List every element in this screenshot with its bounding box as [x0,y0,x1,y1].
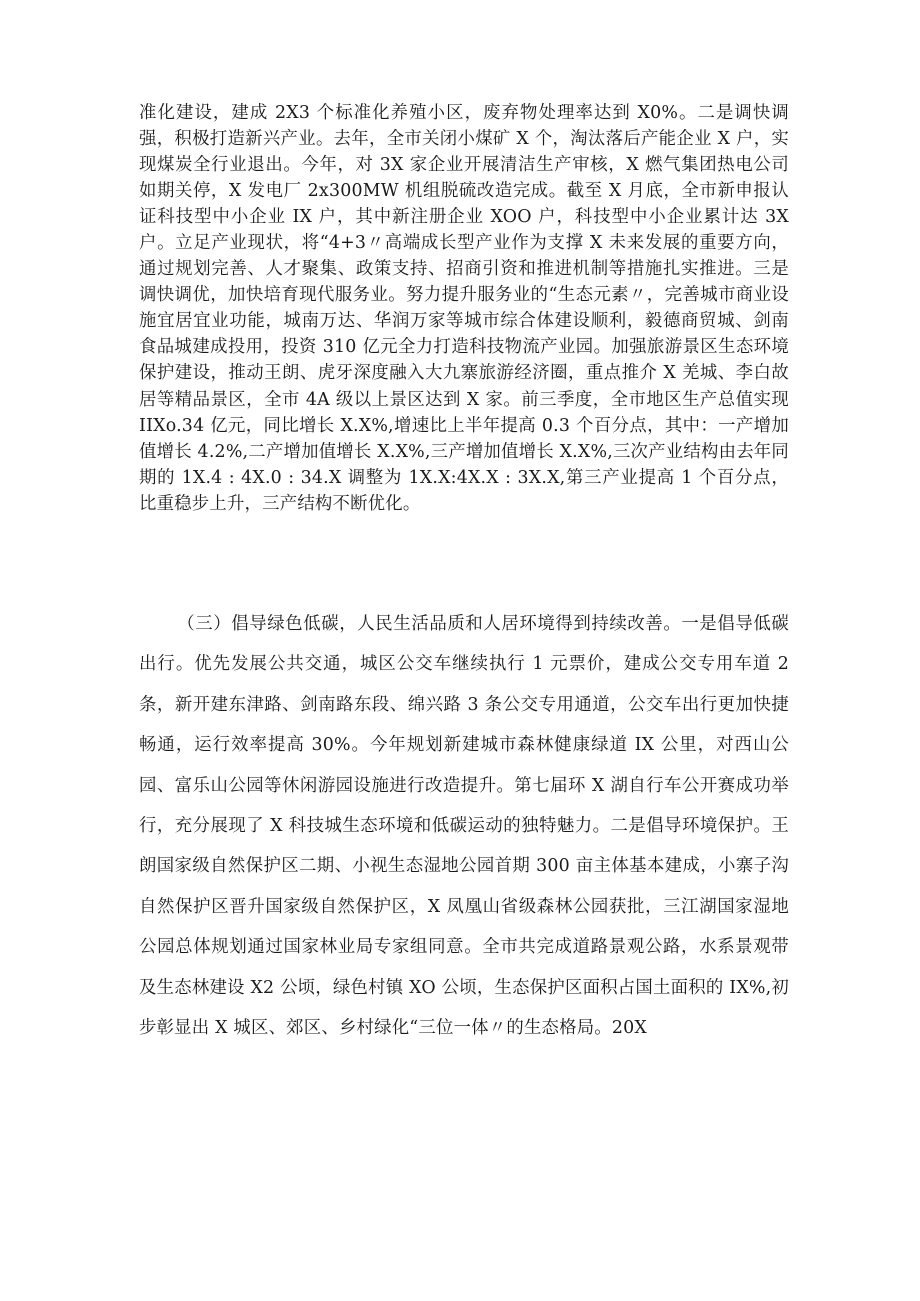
body-paragraph-economy: 准化建设，建成 2X3 个标准化养殖小区，废弃物处理率达到 X0%。二是调快调强，积极打造新兴产业。去年，全市关闭小煤矿 X 个，淘汰落后产能企业 X 户，实现煤炭全行业退出。今年，对 3X 家企业开展清洁生产审核，X 燃气集团热电公司如期关停，X 发电厂 2x300MW 机组脱硫改造完成。截至 X 月底，全市新申报认证科技型中小企业 IX 户，其中新注册企业 XOO 户，科技型中小企业累计达 3X 户。立足产业现状，将“4+3〃高端成长型产业作为支撑 X 未来发展的重要方向，通过规划完善、人才聚集、政策支持、招商引资和推进机制等措施扎实推进。三是调快调优，加快培育现代服务业。努力提升服务业的“生态元素〃，完善城市商业设施宜居宜业功能，城南万达、华润万家等城市综合体建设顺利，毅德商贸城、剑南食品城建成投用，投资 310 亿元全力打造科技物流产业园。加强旅游景区生态环境保护建设，推动王朗、虎牙深度融入大九寨旅游经济圈，重点推介 X 羌城、李白故居等精品景区，全市 4A 级以上景区达到 X 家。前三季度，全市地区生产总值实现 IIXo.34 亿元，同比增长 X.X%,增速比上半年提高 0.3 个百分点，其中：一产增加值增长 4.2%,二产增加值增长 X.X%,三产增加值增长 X.X%,三次产业结构由去年同期的 1X.4 : 4X.0 : 34.X 调整为 1X.X:4X.X : 3X.X,第三产业提高 1 个百分点，比重稳步上升，三产结构不断优化。 [139,103,789,514]
body-paragraph-green-lowcarbon: （三）倡导绿色低碳，人民生活品质和人居环境得到持续改善。一是倡导低碳出行。优先发展公共交通，城区公交车继续执行 1 元票价，建成公交专用车道 2 条，新开建东津路、剑南路东段、绵兴路 3 条公交专用通道，公交车出行更加快捷畅通，运行效率提高 30%。今年规划新建城市森林健康绿道 IX 公里，对西山公园、富乐山公园等休闲游园设施进行改造提升。第七届环 X 湖自行车公开赛成功举行，充分展现了 X 科技城生态环境和低碳运动的独特魅力。二是倡导环境保护。王朗国家级自然保护区二期、小视生态湿地公园首期 300 亩主体基本建成，小寨子沟自然保护区晋升国家级自然保护区，X 凤凰山省级森林公园获批，三江湖国家湿地公园总体规划通过国家林业局专家组同意。全市共完成道路景观公路，水系景观带及生态林建设 X2 公顷，绿色村镇 XO 公顷，生态保护区面积占国土面积的 IX%,初步彰显出 X 城区、郊区、乡村绿化“三位一体〃的生态格局。20X [139,614,789,1039]
